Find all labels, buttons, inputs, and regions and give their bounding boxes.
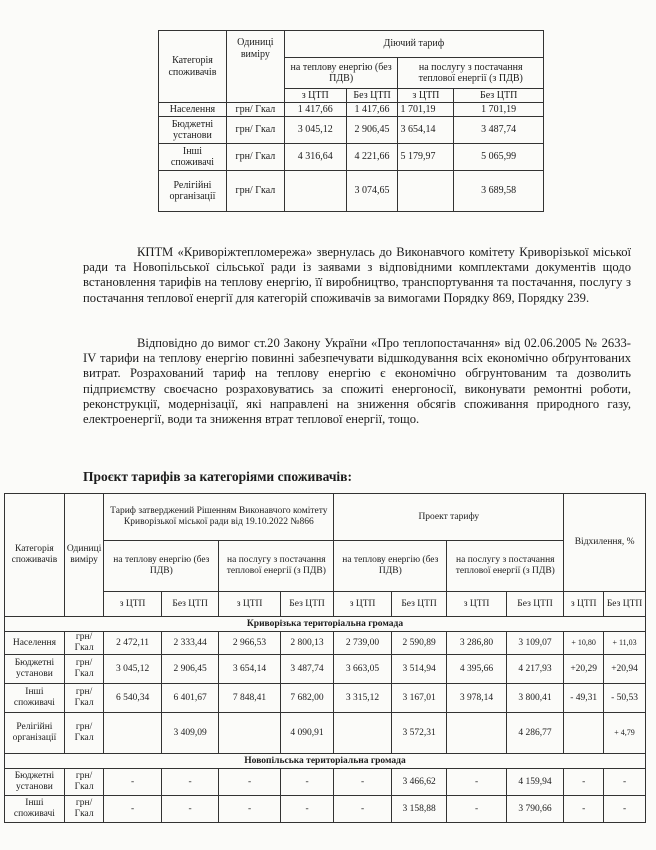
cell-unit: грн/ Гкал	[64, 796, 104, 823]
cell-value: 3 572,31	[391, 713, 447, 754]
cell-deviation: +20,94	[604, 655, 646, 684]
header-tariff: Діючий тариф	[284, 31, 543, 58]
section-row: Новопільська територіальна громада	[5, 754, 646, 769]
cell-value: -	[334, 796, 391, 823]
cell-unit: грн/ Гкал	[226, 103, 284, 117]
header-approved: Тариф затверджений Рішенням Виконавчого комітету Криворізької міської ради від 19.10.2022 №866	[104, 494, 334, 541]
table-row	[5, 655, 646, 684]
header-project: Проект тарифу	[334, 494, 564, 541]
cell-value: 3 800,41	[506, 684, 563, 713]
paragraph-application: КПТМ «Криворіжтепломережа» звернулась до Виконавчого комітету Криворізької міської ради та Новопільської сільської ради із заявами з відповідними комплектами документів щодо встановлення тарифів на теплову енергію, її виробництво, транспортування та постачання, послугу з постачання теплової енергії для категорій споживачів за вимогами Порядку 869, Порядку 239.	[83, 245, 631, 305]
cell-value: 2 590,89	[391, 632, 447, 655]
cell-deviation: + 4,79	[604, 713, 646, 754]
cell-category: Релігійні організації	[5, 713, 65, 754]
header-with-ctp: з ЦТП	[398, 89, 454, 103]
table-row	[5, 713, 646, 754]
header-without-ctp: Без ЦТП	[346, 89, 398, 103]
cell-value: 3 790,66	[506, 796, 563, 823]
cell-deviation: + 10,80	[564, 632, 604, 655]
cell-category: Інші споживачі	[5, 684, 65, 713]
cell-unit: грн/ Гкал	[64, 632, 104, 655]
cell-value: 3 689,58	[454, 171, 544, 212]
cell-category: Інші споживачі	[5, 796, 65, 823]
cell-value	[219, 713, 280, 754]
cell-deviation: -	[604, 796, 646, 823]
cell-value: 2 739,00	[334, 632, 391, 655]
section-heading: Проєкт тарифів за категоріями споживачів:	[83, 469, 352, 484]
cell-value: 3 487,74	[280, 655, 334, 684]
header-heat-group: на теплову енергію (без ПДВ)	[334, 541, 447, 592]
cell-deviation	[564, 713, 604, 754]
cell-value	[284, 171, 346, 212]
cell-value: 4 395,66	[447, 655, 506, 684]
table-row	[5, 769, 646, 796]
cell-deviation: + 11,03	[604, 632, 646, 655]
cell-value: 2 472,11	[104, 632, 161, 655]
header-service-group: на послугу з постачання теплової енергії (з ПДВ)	[398, 58, 544, 89]
header-service-group: на послугу з постачання теплової енергії (з ПДВ)	[447, 541, 564, 592]
cell-value: -	[104, 796, 161, 823]
cell-value: 2 333,44	[161, 632, 218, 655]
current-tariff-table	[158, 30, 544, 212]
header-with-ctp: з ЦТП	[564, 592, 604, 617]
cell-value: 4 217,93	[506, 655, 563, 684]
header-unit: Одиниці виміру	[226, 31, 284, 103]
cell-value: 2 800,13	[280, 632, 334, 655]
cell-value: 3 487,74	[454, 117, 544, 144]
header-unit: Одиниці виміру	[64, 494, 104, 617]
cell-value: 3 654,14	[398, 117, 454, 144]
cell-value: -	[334, 769, 391, 796]
cell-category: Бюджетні установи	[159, 117, 227, 144]
cell-value: 1 701,19	[454, 103, 544, 117]
cell-value: 6 540,34	[104, 684, 161, 713]
cell-value: 3 045,12	[104, 655, 161, 684]
cell-value	[104, 713, 161, 754]
cell-deviation: - 50,53	[604, 684, 646, 713]
cell-value: 3 158,88	[391, 796, 447, 823]
cell-value: -	[161, 769, 218, 796]
cell-unit: грн/ Гкал	[64, 684, 104, 713]
header-without-ctp: Без ЦТП	[391, 592, 447, 617]
cell-category: Населення	[159, 103, 227, 117]
cell-value: 2 966,53	[219, 632, 280, 655]
cell-value: 3 978,14	[447, 684, 506, 713]
cell-value: 3 286,80	[447, 632, 506, 655]
cell-unit: грн/ Гкал	[64, 713, 104, 754]
cell-value: 5 065,99	[454, 144, 544, 171]
cell-value: 7 682,00	[280, 684, 334, 713]
cell-unit: грн/ Гкал	[64, 769, 104, 796]
cell-category: Бюджетні установи	[5, 769, 65, 796]
paragraph-law: Відповідно до вимог ст.20 Закону України «Про теплопостачання» від 02.06.2005 № 2633-IV тарифи на теплову енергію повинні забезпечувати відшкодування всіх економічно обґрунтованих витрат. Розрахований тариф на теплову енергію є економічно обгрунтованим та дозволить підприємству своєчасно розраховуватись за спожиті енергоносії, виконувати ремонтні роботи, реконструкції, модернізації, які направлені на зниження обсягів споживання природного газу, електроенергії, води та зниження втрат теплової енергії, тощо.	[83, 336, 631, 427]
cell-value: 4 159,94	[506, 769, 563, 796]
cell-value	[447, 713, 506, 754]
header-service-group: на послугу з постачання теплової енергії (з ПДВ)	[219, 541, 334, 592]
header-without-ctp: Без ЦТП	[161, 592, 218, 617]
cell-value: -	[219, 769, 280, 796]
cell-value: -	[447, 796, 506, 823]
cell-value: -	[219, 796, 280, 823]
table-row	[159, 103, 544, 117]
cell-value: 3 109,07	[506, 632, 563, 655]
table-row	[5, 684, 646, 713]
cell-value: 3 315,12	[334, 684, 391, 713]
header-without-ctp: Без ЦТП	[506, 592, 563, 617]
cell-value: 4 090,91	[280, 713, 334, 754]
cell-value: 3 409,09	[161, 713, 218, 754]
cell-value: 6 401,67	[161, 684, 218, 713]
cell-value	[398, 171, 454, 212]
cell-value: 2 906,45	[161, 655, 218, 684]
header-without-ctp: Без ЦТП	[454, 89, 544, 103]
cell-value: 1 701,19	[398, 103, 454, 117]
header-with-ctp: з ЦТП	[104, 592, 161, 617]
cell-value: -	[447, 769, 506, 796]
cell-unit: грн/ Гкал	[226, 144, 284, 171]
table-row	[159, 144, 544, 171]
table-row	[159, 171, 544, 212]
cell-category: Інші споживачі	[159, 144, 227, 171]
cell-unit: грн/ Гкал	[226, 171, 284, 212]
header-heat-group: на теплову енергію (без ПДВ)	[104, 541, 219, 592]
cell-value: 4 316,64	[284, 144, 346, 171]
cell-value: 2 906,45	[346, 117, 398, 144]
header-without-ctp: Без ЦТП	[280, 592, 334, 617]
cell-value: 1 417,66	[346, 103, 398, 117]
project-tariff-table	[4, 493, 646, 823]
cell-unit: грн/ Гкал	[64, 655, 104, 684]
cell-value: -	[161, 796, 218, 823]
cell-value: 7 848,41	[219, 684, 280, 713]
cell-value: 3 654,14	[219, 655, 280, 684]
table-row	[159, 117, 544, 144]
table-row	[5, 796, 646, 823]
header-with-ctp: з ЦТП	[284, 89, 346, 103]
cell-value: 4 286,77	[506, 713, 563, 754]
cell-value: 3 167,01	[391, 684, 447, 713]
header-deviation: Відхилення, %	[564, 494, 646, 592]
cell-value: -	[104, 769, 161, 796]
cell-value: -	[280, 796, 334, 823]
cell-category: Населення	[5, 632, 65, 655]
header-category: Категорія споживачів	[5, 494, 65, 617]
cell-value: 3 514,94	[391, 655, 447, 684]
cell-deviation: -	[604, 769, 646, 796]
header-heat-group: на теплову енергію (без ПДВ)	[284, 58, 398, 89]
cell-value: 5 179,97	[398, 144, 454, 171]
cell-value: -	[280, 769, 334, 796]
header-without-ctp: Без ЦТП	[604, 592, 646, 617]
cell-value: 3 074,65	[346, 171, 398, 212]
cell-deviation: -	[564, 769, 604, 796]
cell-value: 3 466,62	[391, 769, 447, 796]
cell-value: 4 221,66	[346, 144, 398, 171]
header-with-ctp: з ЦТП	[334, 592, 391, 617]
cell-unit: грн/ Гкал	[226, 117, 284, 144]
cell-category: Релігійні організації	[159, 171, 227, 212]
cell-deviation: - 49,31	[564, 684, 604, 713]
cell-value	[334, 713, 391, 754]
header-category: Категорія споживачів	[159, 31, 227, 103]
cell-value: 3 045,12	[284, 117, 346, 144]
section-row: Криворізька територіальна громада	[5, 617, 646, 632]
header-with-ctp: з ЦТП	[447, 592, 506, 617]
cell-deviation: -	[564, 796, 604, 823]
cell-value: 1 417,66	[284, 103, 346, 117]
cell-deviation: +20,29	[564, 655, 604, 684]
table-row	[5, 632, 646, 655]
header-with-ctp: з ЦТП	[219, 592, 280, 617]
cell-value: 3 663,05	[334, 655, 391, 684]
cell-category: Бюджетні установи	[5, 655, 65, 684]
